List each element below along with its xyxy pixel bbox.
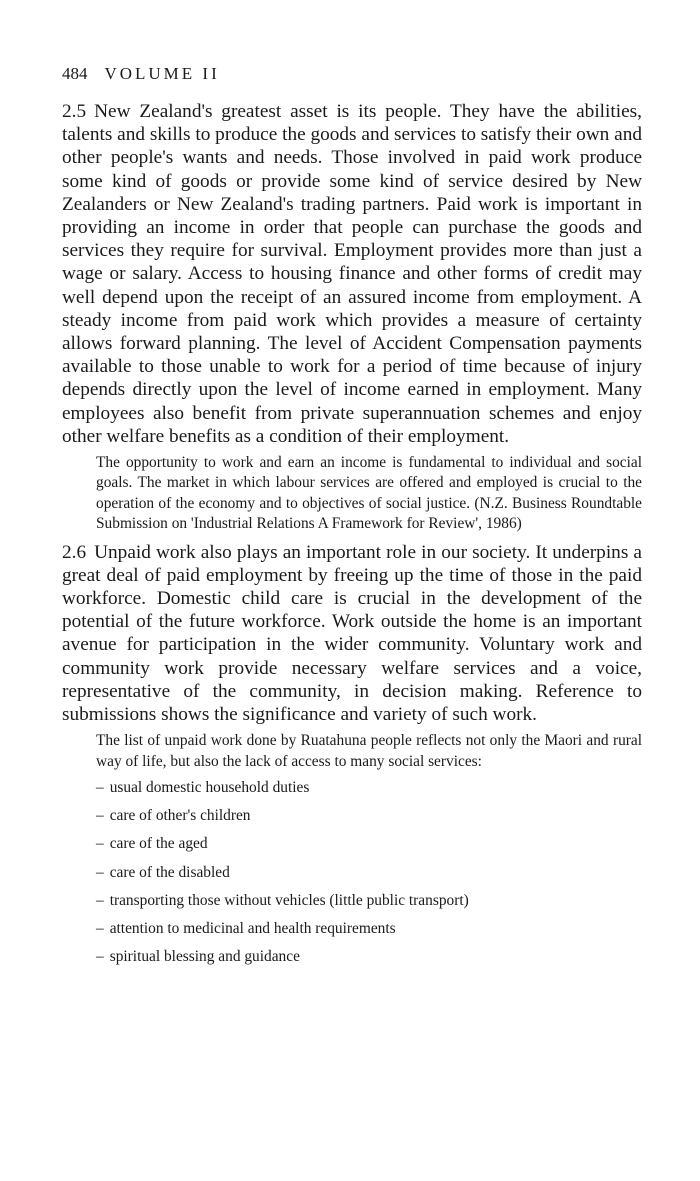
paragraph-number: 2.5: [62, 101, 87, 122]
unpaid-work-list: [96, 778, 642, 967]
paragraph-text: New Zealand's greatest asset is its people. They have the abilities, talents and skills to produce the goods and services to satisfy their own and other people's wants and needs. Those involved in paid work produce some kind of goods or provide some kind of service desired by New Zealanders or New Zealand's trading partners. Paid work is important in providing an income in order that people can purchase the goods and services they require for survival. Employment provides more than just a wage or salary. Access to housing finance and other forms of credit may well depend upon the receipt of an assured income from employment. A steady income from paid work which provides a measure of certainty allows forward planning. The level of Accident Compensation payments available to those unable to work for a period of time because of injury depends directly upon the level of income earned in employment. Many employees also benefit from private superannuation schemes and enjoy other welfare benefits as a condition of their employment.: [62, 101, 642, 447]
page-number: 484: [62, 64, 88, 83]
paragraph-2-6: [62, 541, 642, 727]
document-page: [62, 64, 642, 975]
list-item: – transporting those without vehicles (little public transport): [96, 891, 469, 909]
list-item: – care of other's children: [96, 807, 251, 825]
list-item: – spiritual blessing and guidance: [96, 948, 300, 966]
list-item: – care of the disabled: [96, 863, 230, 881]
paragraph-text: Unpaid work also plays an important role in our society. It underpins a great deal of paid employment by freeing up the time of those in the paid workforce. Domestic child care is crucial in the development of the potential of the future workforce. Work outside the home is an important avenue for participation in the wider community. Voluntary work and community work provide necessary welfare services and a voice, representative of the community, in decision making. Reference to submissions shows the significance and variety of such work.: [62, 541, 642, 726]
list-item: – care of the aged: [96, 835, 208, 853]
block-quote-ruatahuna: The list of unpaid work done by Ruatahuna people reflects not only the Maori and rural way of life, but also the lack of access to many social services:: [96, 732, 642, 770]
paragraph-number: 2.6: [62, 541, 87, 563]
list-item: – attention to medicinal and health requirements: [96, 920, 396, 938]
volume-label: VOLUME II: [104, 64, 220, 83]
paragraph-2-5: [62, 100, 642, 448]
running-head: [62, 64, 642, 84]
block-quote-roundtable: The opportunity to work and earn an income is fundamental to individual and social goals. The market in which labour services are offered and employed is crucial to the operation of the economy and to objectives of social justice. (N.Z. Business Roundtable Submission on 'Industrial Relations A Framework for Review', 1986): [96, 454, 642, 533]
list-item: – usual domestic household duties: [96, 779, 310, 797]
